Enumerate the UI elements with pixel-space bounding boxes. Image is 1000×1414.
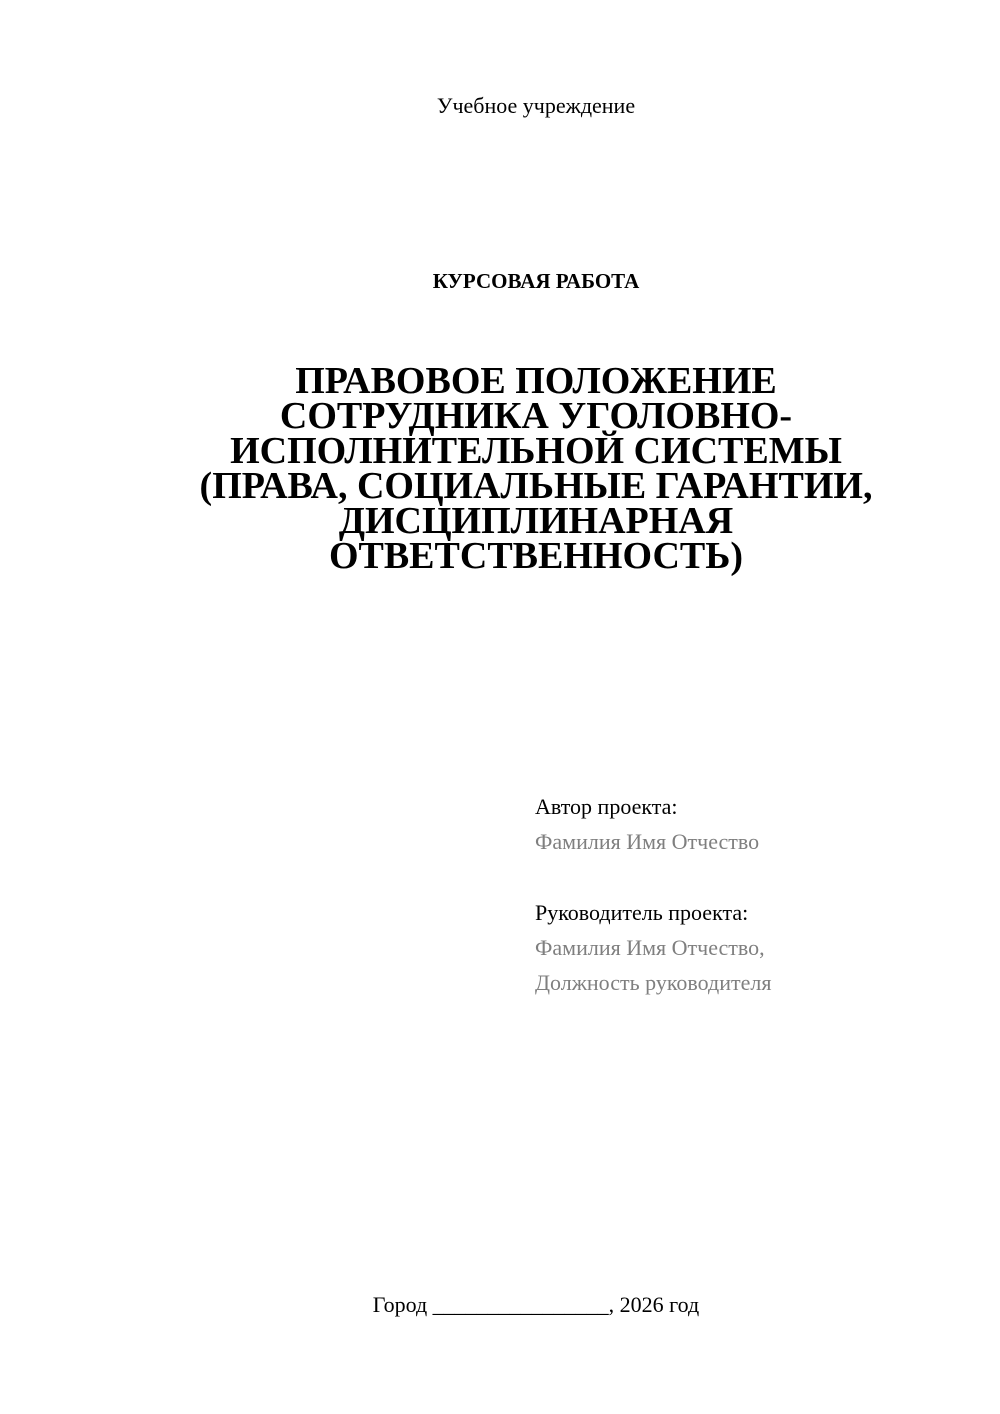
supervisor-name-placeholder[interactable]: Фамилия Имя Отчество, [535,935,765,960]
title-line: ОТВЕТСТВЕННОСТЬ) [328,535,744,577]
title-line: ПРАВОВОЕ ПОЛОЖЕНИЕ [295,360,777,402]
author-label: Автор проекта: [535,794,678,819]
author-name-placeholder[interactable]: Фамилия Имя Отчество [535,829,760,854]
title-line: ИСПОЛНИТЕЛЬНОЙ СИСТЕМЫ [230,430,842,472]
supervisor-position-placeholder[interactable]: Должность руководителя [535,970,772,995]
work-type-heading: КУРСОВАЯ РАБОТА [432,269,640,293]
city-year-line: Город ________________, 2026 год [372,1292,700,1317]
institution-name: Учебное учреждение [436,93,636,118]
spacer [535,859,975,895]
title-line: ДИСЦИПЛИНАРНАЯ [338,500,734,542]
title-line: (ПРАВА, СОЦИАЛЬНЫЕ ГАРАНТИИ, [199,465,873,507]
supervisor-label: Руководитель проекта: [535,900,749,925]
document-title [140,360,932,577]
title-line: СОТРУДНИКА УГОЛОВНО- [279,395,793,437]
authors-block [535,789,975,1000]
